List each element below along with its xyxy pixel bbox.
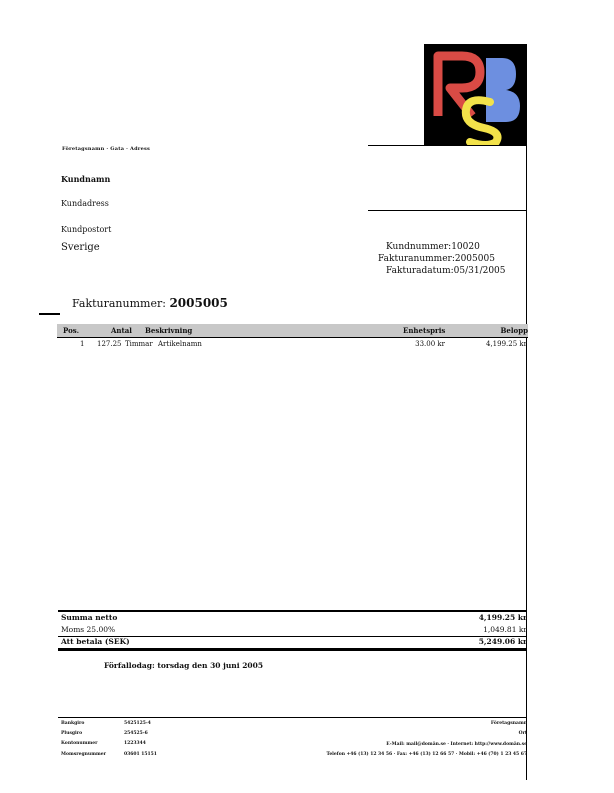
col-amount: Belopp: [500, 326, 528, 335]
company-logo: [424, 44, 526, 146]
customer-address: Kundadress: [61, 199, 109, 208]
vat-label: Moms 25.00%: [61, 625, 116, 634]
footer-plusgiro-value: 254525-6: [124, 731, 148, 736]
footer-account-label: Kontonummer: [61, 741, 98, 746]
page-border: [526, 44, 527, 780]
vat-value: 1,049.81 kr: [483, 625, 527, 634]
footer-company: Företagsnamn: [490, 721, 527, 726]
row-unit-price: 33.00 kr: [415, 340, 445, 348]
footer-account-value: 1223344: [124, 741, 146, 746]
logo-graphic: [424, 44, 526, 146]
invoice-title-value: 2005005: [169, 296, 228, 310]
totals-bottom-rule: [58, 648, 527, 651]
address-window-bottom-rule: [368, 210, 526, 211]
customer-number-label: Kundnummer:: [386, 242, 452, 252]
footer-rule: [58, 717, 527, 718]
footer-bankgiro-label: Bankgiro: [61, 721, 85, 726]
invoice-date-value: 05/31/2005: [453, 266, 506, 276]
totals-top-rule: [58, 610, 527, 612]
invoice-number-label: Fakturanummer:: [378, 254, 455, 264]
amount-due-label: Att betala (SEK): [61, 637, 130, 646]
row-pos: 1: [80, 340, 85, 348]
table-header: [57, 324, 528, 338]
invoice-title: [72, 296, 228, 310]
col-unit-price: Enhetspris: [403, 326, 446, 335]
fold-mark: [39, 313, 60, 315]
customer-postal: Kundpostort: [61, 225, 112, 234]
footer-contact: E-Mail: mail@domän.se · Internet: http://www.domän.se: [386, 742, 527, 747]
footer-phones: Telefon +46 (13) 12 34 56 · Fax: +46 (13) 12 66 57 · Mobil: +46 (70) 1 23 45 67: [326, 752, 527, 757]
footer-plusgiro-label: Plusgiro: [61, 731, 83, 736]
due-date: [104, 661, 263, 670]
col-pos: Pos.: [63, 326, 80, 335]
row-qty: 127.25: [97, 340, 122, 348]
due-date-label: Förfallodag:: [104, 661, 155, 670]
footer-bankgiro-value: 5425125-4: [124, 721, 151, 726]
net-total-value: 4,199.25 kr: [478, 613, 527, 622]
invoice-date-row: [386, 266, 506, 276]
customer-country: Sverige: [61, 242, 100, 253]
invoice-number-value: 2005005: [454, 254, 495, 264]
customer-name: Kundnamn: [61, 174, 111, 184]
row-description: Artikelnamn: [158, 340, 202, 348]
col-qty: Antal: [111, 326, 132, 335]
row-amount: 4,199.25 kr: [486, 340, 527, 348]
invoice-title-label: Fakturanummer:: [72, 297, 166, 310]
row-unit: Timmar: [125, 340, 153, 348]
sender-line: Företagsnamn · Gata · Adress: [62, 146, 151, 152]
col-description: Beskrivning: [145, 326, 193, 335]
net-total-label: Summa netto: [61, 613, 118, 622]
invoice-date-label: Fakturadatum:: [386, 266, 454, 276]
amount-due-value: 5,249.06 kr: [478, 637, 527, 646]
address-window-top-rule: [368, 145, 526, 146]
footer-vatreg-value: 03601 15151: [124, 752, 157, 757]
customer-number-row: [386, 242, 480, 252]
due-date-value: torsdag den 30 juni 2005: [157, 661, 264, 670]
footer-vatreg-label: Momsregnummer: [61, 752, 106, 757]
customer-number-value: 10020: [451, 242, 480, 252]
invoice-number-row: [378, 254, 495, 264]
footer-city: Ort: [518, 731, 527, 736]
